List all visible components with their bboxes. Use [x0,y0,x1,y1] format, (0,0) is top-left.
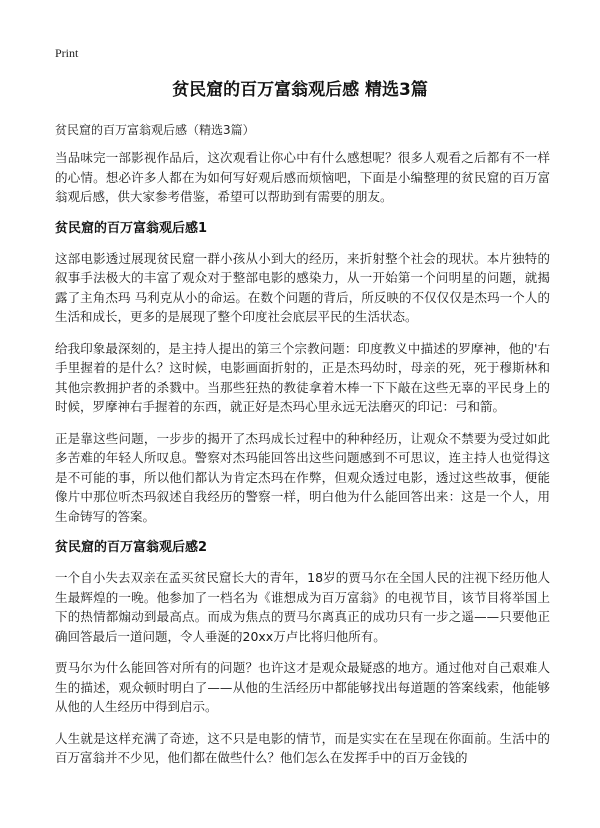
article-body [55,148,550,780]
page-title: 贫民窟的百万富翁观后感 精选3篇 [172,80,428,100]
section-heading-2: 贫民窟的百万富翁观后感2 [55,540,208,555]
section-1-paragraph-2: 给我印象最深刻的，是主持人提出的第三个宗教问题：印度教义中描述的罗摩神，他的'右手里握着的是什么？这时候，电影画面折射的，正是杰玛幼时，母亲的死，死于穆斯林和其他宗教拥护者的杀戮中。当那些狂热的教徒拿着木棒一下下敲在这些无辜的平民身上的时候，罗摩神右手握着的东西，就正好是杰玛心里永远无法磨灭的印记：弓和箭。 [55,340,550,414]
intro-paragraph: 当品味完一部影视作品后，这次观看让你心中有什么感想呢？很多人观看之后都有不一样的心情。想必许多人都在为如何写好观后感而烦恼吧，下面是小编整理的贫民窟的百万富翁观后感，供大家参考借鉴，希望可以帮助到有需要的朋友。 [55,150,550,204]
section-2-paragraph-1: 一个自小失去双亲在孟买贫民窟长大的青年，18岁的贾马尔在全国人民的注视下经历他人生最辉煌的一晚。他参加了一档名为《谁想成为百万富翁》的电视节目，该节目将举国上下的热情都煽动到最高点。而成为焦点的贾马尔离真正的成功只有一步之遥——只要他正确回答最后一道问题，令人垂涎的20xx万卢比将归他所有。 [55,570,550,644]
section-2-paragraph-3: 人生就是这样充满了奇迹，这不只是电影的情节，而是实实在在呈现在你面前。生活中的百万富翁并不少见，他们都在做些什么？他们怎么在发挥手中的百万金钱的 [55,730,550,765]
document-subtitle: 贫民窟的百万富翁观后感（精选3篇） [55,123,255,137]
section-2-paragraph-2: 贾马尔为什么能回答对所有的问题？也许这才是观众最疑惑的地方。通过他对自己艰难人生的描述，观众顿时明白了——从他的生活经历中都能够找出每道题的答案线索，他能够从他的人生经历中得到启示。 [55,660,550,714]
section-1-paragraph-1: 这部电影透过展现贫民窟一群小孩从小到大的经历，来折射整个社会的现状。本片独特的叙事手法极大的丰富了观众对于整部电影的感染力，从一开始第一个问明星的问题，就揭露了主角杰玛 马利克从小的命运。在数个问题的背后，所反映的不仅仅仅是杰玛一个人的生活和成长，更多的是展现了整个印度社会底层平民的生活状态。 [55,250,550,324]
section-1-paragraph-3: 正是靠这些问题，一步步的揭开了杰玛成长过程中的种种经历，让观众不禁要为受过如此多苦难的年轻人所叹息。警察对杰玛能回答出这些问题感到不可思议，连主持人也觉得这是不可能的事，所以他们都认为肯定杰玛在作弊，但观众透过电影，透过这些故事，便能像片中那位听杰玛叙述自我经历的警察一样，明白他为什么能回答出来：这是一个人，用生命铸写的答案。 [55,430,550,524]
print-link[interactable]: Print [55,46,79,60]
section-heading-1: 贫民窟的百万富翁观后感1 [55,220,208,236]
